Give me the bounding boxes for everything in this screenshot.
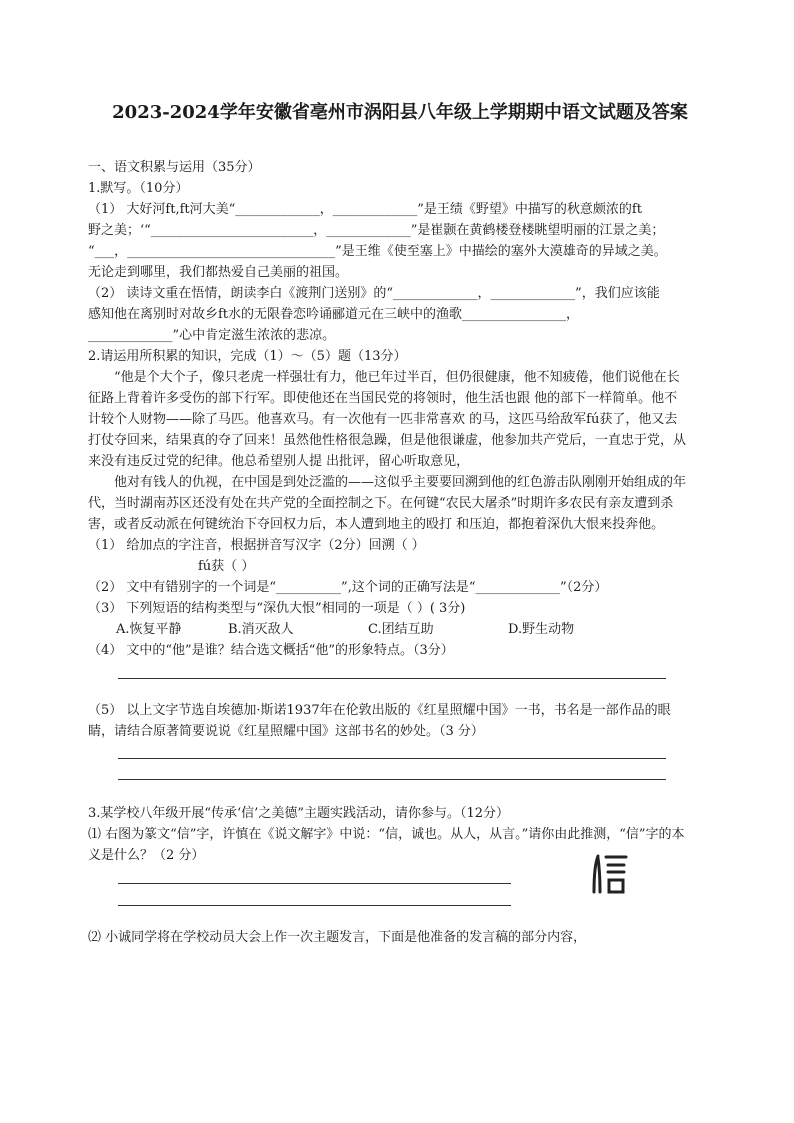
q1-line: 无论走到哪里，我们都热爱自己美丽的祖国。 [88,265,349,280]
q3-sub2-block [88,927,688,948]
page-title: 2023-2024学年安徽省亳州市涡阳县八年级上学期期中语文试题及答案 [112,102,688,123]
q3-heading: 3.某学校八年级开展“传承‘信’之美德”主题实践活动，请你参与。（12分） [88,806,510,821]
q3-sub1: ⑴ 右图为篆文“信”字，许慎在《说文解字》中说：“信，诚也。从人，从言。”请你由此推测，“信”字的本义是什么？（2 分） [88,827,685,863]
q1-heading: 1.默写。（10分） [88,181,189,196]
q2-sub1b: fú获（ ） [198,559,255,574]
q1-line: 野之美；‘“_________________________，_____________”是崔颢在黄鹤楼登楼眺望明丽的江景之美； [88,223,665,238]
q2-heading: 2.请运用所积累的知识，完成（1）～（5）题（13分） [88,349,407,364]
answer-line [118,883,511,884]
answer-line [118,758,666,759]
q2-sub4: （4） 文中的“他”是谁？结合选文概括“他”的形象特点。（3分） [88,643,454,658]
q2-sub5: （5） 以上文字节选自埃德加·斯诺1937年在伦敦出版的《红星照耀中国》一书，书名是一部作品的眼睛，请结合原著简要说说《红星照耀中国》这部书名的妙处。（3 分） [88,703,671,739]
q1-line: _____________”心中肯定滋生浓浓的悲凉。 [88,328,336,343]
q2-options [88,619,688,640]
q2-sub3: （3） 下列短语的结构类型与“深仇大恨”相同的一项是（ ）( 3分) [88,601,466,616]
q3-sub2: ⑵ 小诚同学将在学校动员大会上作一次主题发言，下面是他准备的发言稿的部分内容， [88,930,587,945]
q1-line: （1） 大好河ft,ft河大美“_____________，_____________”是王绩《野望》中描写的秋意颇浓的ft [88,202,642,217]
option-d: D.野生动物 [508,622,575,637]
option-a: A.恢复平静 [116,622,182,637]
answer-line [118,678,666,679]
seal-script-xin-icon [588,852,632,896]
answer-line [118,905,511,906]
q2-sub2: （2） 文中有错别字的一个词是“__________”,这个词的正确写法是“_____________”（2分） [88,580,608,595]
q1-line: （2） 读诗文重在悟情，朗读李白《渡荆门送别》的“_____________，_____________”，我们应该能 [88,286,660,301]
passage-paragraph-2: 他对有钱人的仇视，在中国是到处泛滥的——这似乎主要要回溯到他的红色游击队刚刚开始组成的年代，当时湖南苏区还没有处在共产党的全面控制之下。在何键“农民大屠杀”时期许多农民有亲友遭到杀害，或者反动派在何键统治下夺回权力后，本人遭到地主的殴打 和压迫，都抱着深仇大恨来投奔他。 [88,475,687,532]
section-heading [88,157,688,661]
passage-paragraph-1: “他是个大个子，像只老虎一样强壮有力，他已年过半百，但仍很健康，他不知疲倦，他们说他在长征路上背着许多受伤的部下行军。即使他还在当国民党的将领时，他生活也跟 他的部下一样简单。他不计较个人财物——除了马匹。他喜欢马。有一次他有一匹非常喜欢 的马，这匹马给敌军fú获了，他又去打仗夺回来，结果真的夺了回来！虽然他性格很急躁，但是他很谦虚，他参加共产党后，一直忠于党，从来没有违反过党的纪律。他总希望别人提 出批评，留心听取意见， [88,370,687,469]
q1-line: 感知他在离别时对故乡ft水的无限眷恋吟诵郦道元在三峡中的渔歌________________， [88,307,580,322]
q2-sub1: （1） 给加点的字注音，根据拼音写汉字（2分）回溯（ ） [88,538,425,553]
section-1-heading: 一、语文积累与运用（35分） [88,160,261,175]
answer-line [118,779,666,780]
option-b: B.消灭敌人 [228,622,294,637]
option-c: C.团结互助 [368,622,434,637]
q1-line: “___，________________________________”是王维《使至塞上》中描绘的塞外大漠雄奇的异域之美。 [88,244,667,259]
q2-sub5-block [88,700,688,742]
